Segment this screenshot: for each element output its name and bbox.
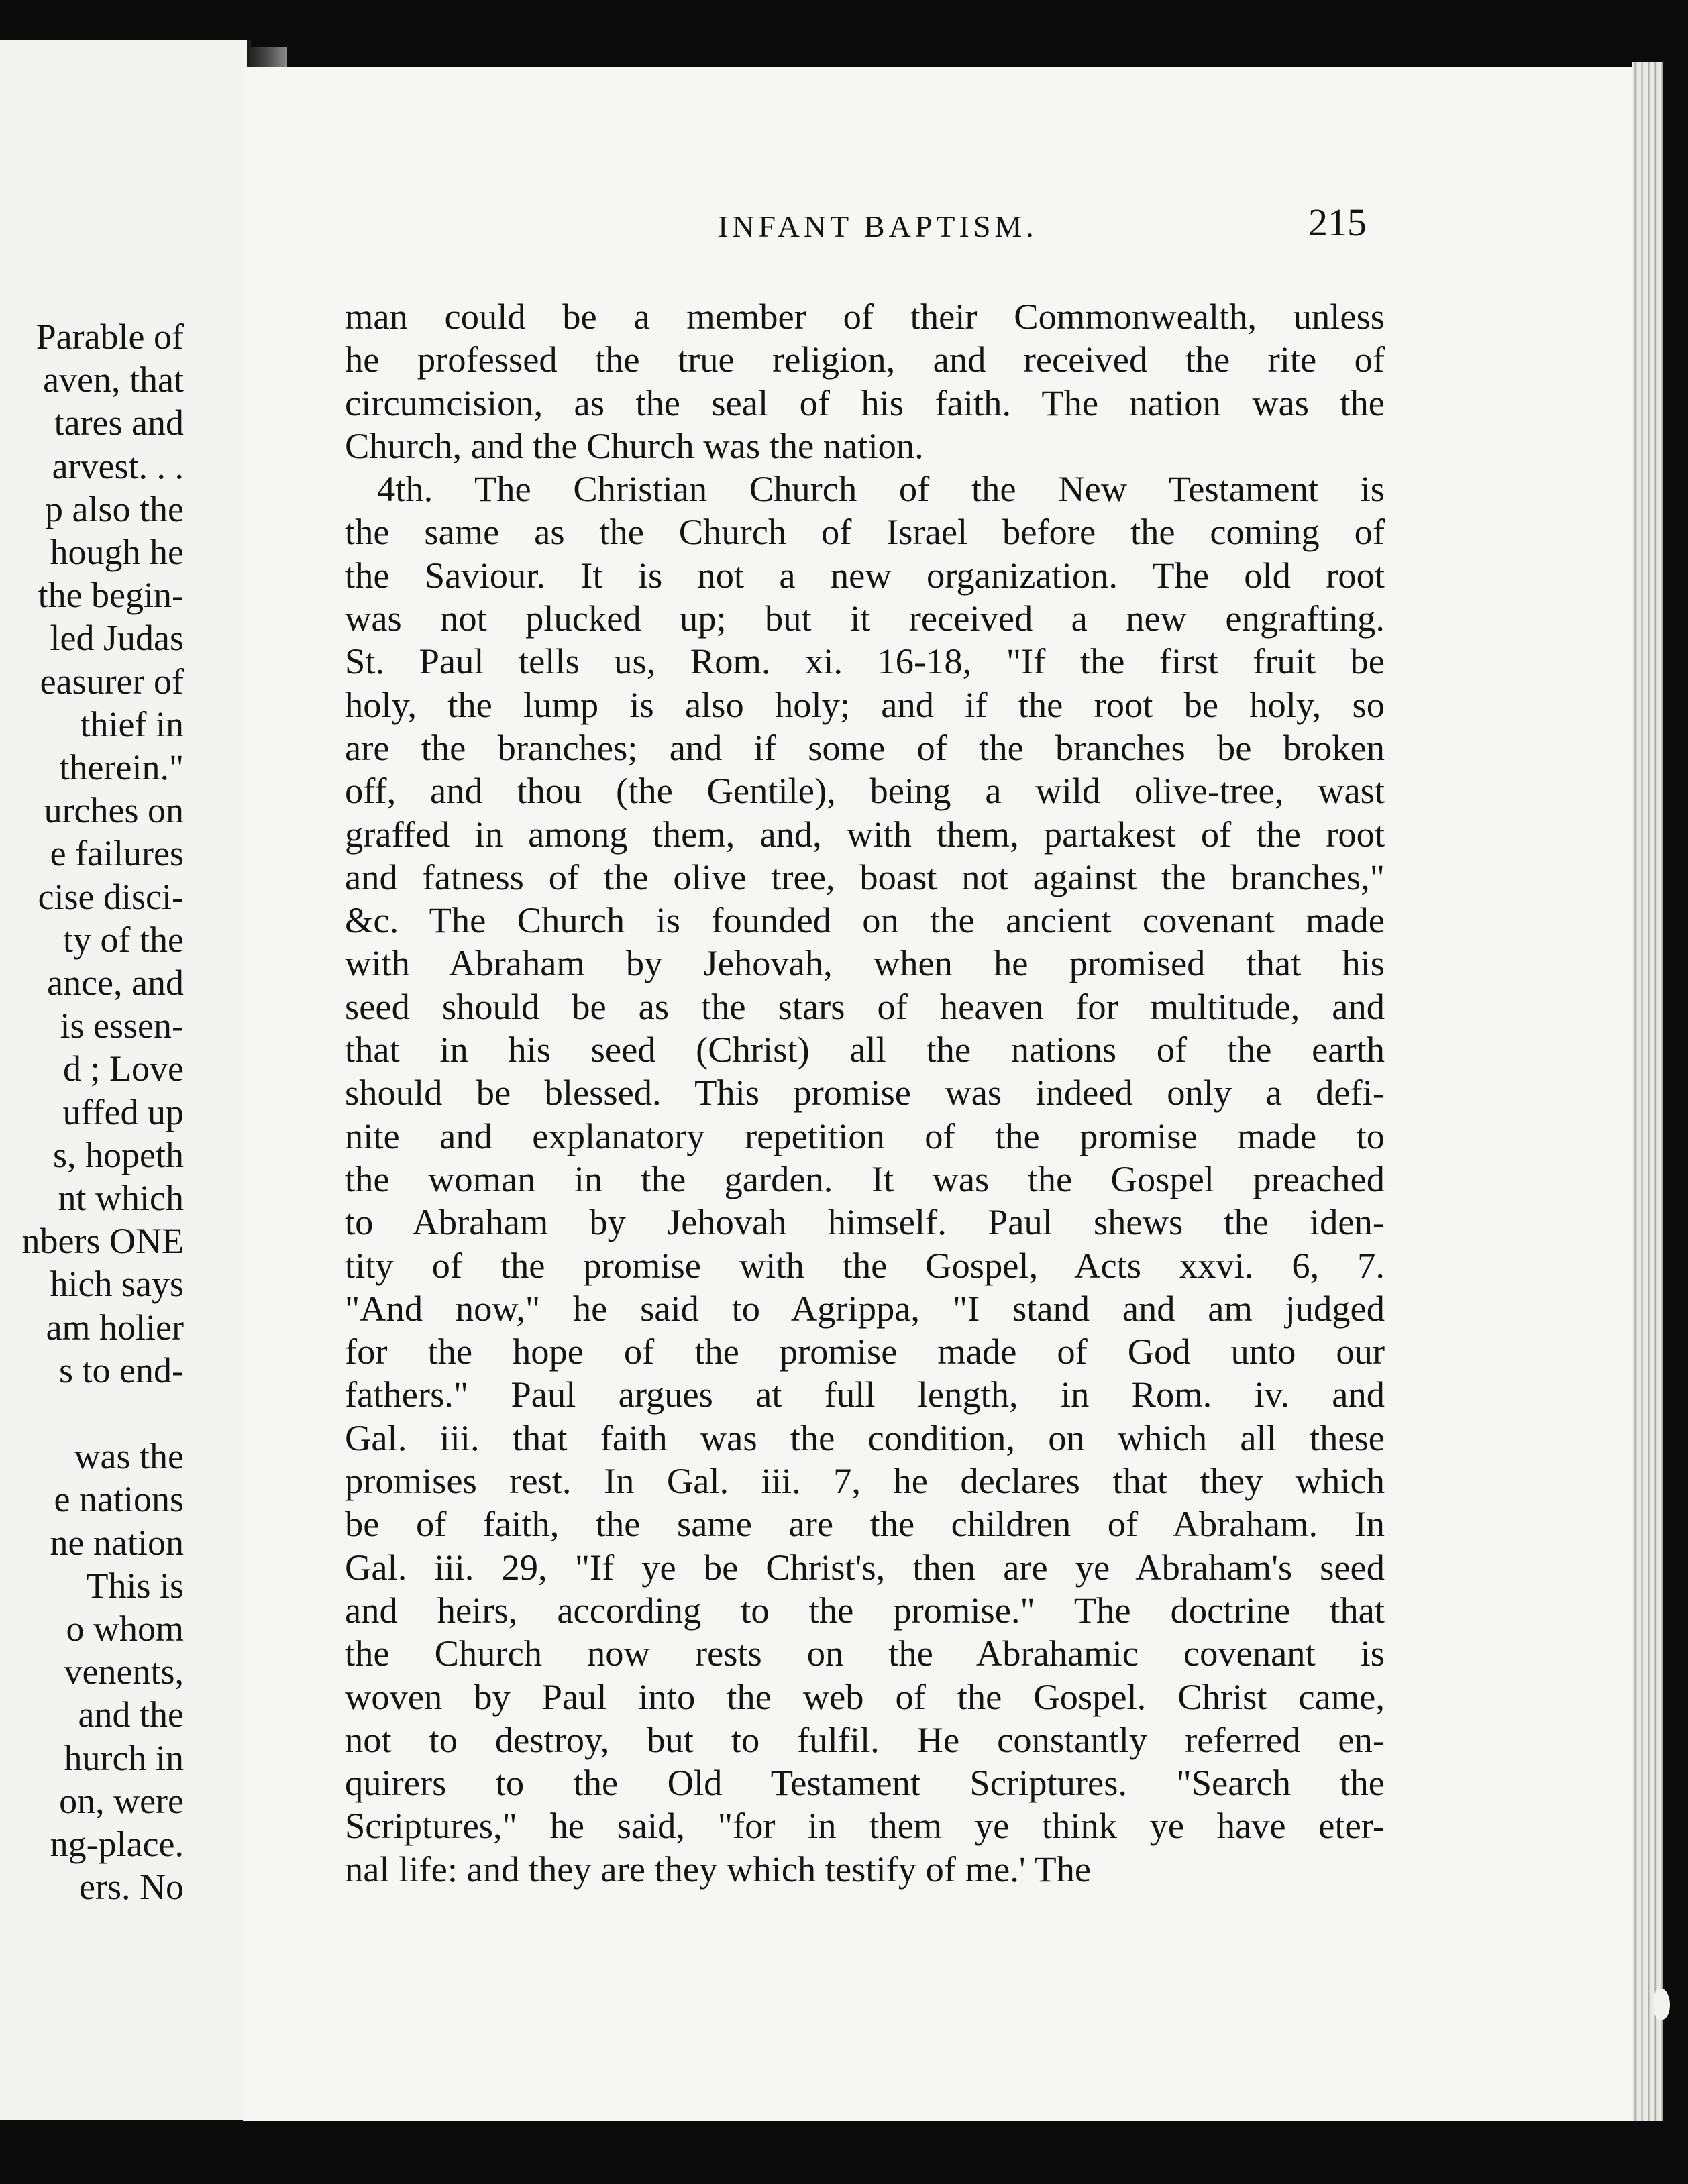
facing-page-line: hough he: [50, 532, 184, 572]
text-line: 4th. The Christian Church of the New Testament is: [377, 468, 1385, 510]
facing-page-line: s to end-: [59, 1350, 184, 1390]
facing-page-line: nt which: [58, 1178, 184, 1218]
facing-page-line: e failures: [50, 833, 184, 874]
facing-page-line: uffed up: [62, 1091, 184, 1132]
facing-page-line: easurer of: [40, 661, 184, 702]
text-line: Church, and the Church was the nation.: [345, 425, 924, 466]
facing-page-line: urches on: [44, 790, 184, 831]
text-line: the Saviour. It is not a new organization. The old root: [345, 554, 1385, 596]
text-line: &c. The Church is founded on the ancient covenant made: [345, 899, 1385, 941]
facing-page-line: ng-place.: [50, 1824, 184, 1864]
running-head: INFANT BAPTISM.: [718, 209, 1038, 243]
facing-page-line: cise disci-: [38, 876, 184, 917]
facing-page-line: nbers ONE: [21, 1221, 184, 1262]
facing-page-line: This is: [86, 1565, 184, 1606]
text-line: woven by Paul into the web of the Gospel. Christ came,: [345, 1676, 1385, 1717]
text-line: be of faith, the same are the children of Abraham. In: [345, 1503, 1385, 1545]
text-line: seed should be as the stars of heaven for multitude, and: [345, 985, 1385, 1027]
text-line: should be blessed. This promise was indeed only a defi-: [345, 1072, 1385, 1113]
text-line: Gal. iii. that faith was the condition, on which all these: [345, 1417, 1385, 1458]
facing-page-line: d ; Love: [63, 1048, 184, 1089]
text-line: holy, the lump is also holy; and if the root be holy, so: [345, 684, 1385, 725]
facing-page-line: ne nation: [50, 1522, 184, 1563]
text-line: Gal. iii. 29, "If ye be Christ's, then are ye Abraham's seed: [345, 1546, 1385, 1588]
text-line: nite and explanatory repetition of the promise made to: [345, 1115, 1385, 1156]
facing-page-line: arvest. . .: [52, 445, 184, 486]
page-edges: [1632, 62, 1663, 2121]
text-line: man could be a member of their Commonwealth, unless: [345, 296, 1385, 337]
text-line: are the branches; and if some of the branches be broken: [345, 726, 1385, 768]
facing-page-line: venents,: [64, 1651, 184, 1692]
facing-page-line: on, were: [59, 1780, 184, 1821]
text-line: not to destroy, but to fulfil. He constantly referred en-: [345, 1718, 1385, 1760]
facing-page-line: am holier: [46, 1307, 184, 1348]
facing-page-line: and the: [78, 1694, 184, 1735]
text-line: to Abraham by Jehovah himself. Paul shews the iden-: [345, 1201, 1385, 1243]
text-line: Scriptures," he said, "for in them ye think ye have eter-: [345, 1805, 1385, 1847]
text-line: and heirs, according to the promise." The doctrine that: [345, 1589, 1385, 1631]
facing-page-line: was the: [74, 1436, 184, 1477]
paper-blemish: [1654, 1989, 1670, 2020]
facing-page-line: therein.": [59, 747, 184, 787]
facing-page-line: p also the: [45, 488, 184, 529]
text-line: promises rest. In Gal. iii. 7, he declares that they which: [345, 1460, 1385, 1502]
text-line: with Abraham by Jehovah, when he promised that his: [345, 942, 1385, 984]
body-text: [345, 295, 1385, 1891]
text-line: quirers to the Old Testament Scriptures. "Search the: [345, 1762, 1385, 1804]
text-line: for the hope of the promise made of God unto our: [345, 1331, 1385, 1372]
facing-page-line: ty of the: [63, 919, 184, 960]
facing-page-line: Parable of: [36, 317, 184, 357]
text-line: off, and thou (the Gentile), being a wild olive-tree, wast: [345, 770, 1385, 812]
facing-page-line: o whom: [66, 1608, 184, 1649]
facing-page-line: tares and: [54, 402, 184, 443]
text-line: the same as the Church of Israel before the coming of: [345, 511, 1385, 553]
facing-page-line: is essen-: [60, 1005, 184, 1046]
facing-page-line: aven, that: [43, 360, 184, 400]
facing-page: [0, 40, 251, 2120]
text-line: fathers." Paul argues at full length, in Rom. iv. and: [345, 1374, 1385, 1415]
text-line: he professed the true religion, and received the rite of: [345, 339, 1385, 380]
text-line: the Church now rests on the Abrahamic covenant is: [345, 1633, 1385, 1674]
facing-page-line: thief in: [80, 704, 184, 745]
facing-page-line: e nations: [54, 1479, 184, 1520]
text-line: and fatness of the olive tree, boast not against the branches,": [345, 856, 1385, 897]
text-line: nal life: and they are they which testify of me.' The: [345, 1848, 1092, 1890]
text-line: that in his seed (Christ) all the nations of the earth: [345, 1029, 1385, 1071]
text-line: the woman in the garden. It was the Gospel preached: [345, 1158, 1385, 1199]
text-line: circumcision, as the seal of his faith. The nation was the: [345, 382, 1385, 423]
text-line: was not plucked up; but it received a new engrafting.: [345, 598, 1385, 639]
text-line: St. Paul tells us, Rom. xi. 16-18, "If the first fruit be: [345, 641, 1385, 682]
facing-page-line: the begin-: [38, 575, 184, 616]
text-line: graffed in among them, and, with them, partakest of the root: [345, 813, 1385, 855]
text-line: "And now," he said to Agrippa, "I stand and am judged: [345, 1287, 1385, 1329]
page-number: 215: [1308, 201, 1367, 244]
facing-page-line: led Judas: [50, 618, 184, 659]
text-line: tity of the promise with the Gospel, Acts xxvi. 6, 7.: [345, 1244, 1385, 1286]
facing-page-line: hurch in: [64, 1737, 184, 1778]
facing-page-line: ers. No: [79, 1867, 184, 1908]
facing-page-line: hich says: [50, 1264, 184, 1305]
facing-page-line: ance, and: [47, 963, 184, 1003]
facing-page-line: s, hopeth: [53, 1134, 184, 1175]
